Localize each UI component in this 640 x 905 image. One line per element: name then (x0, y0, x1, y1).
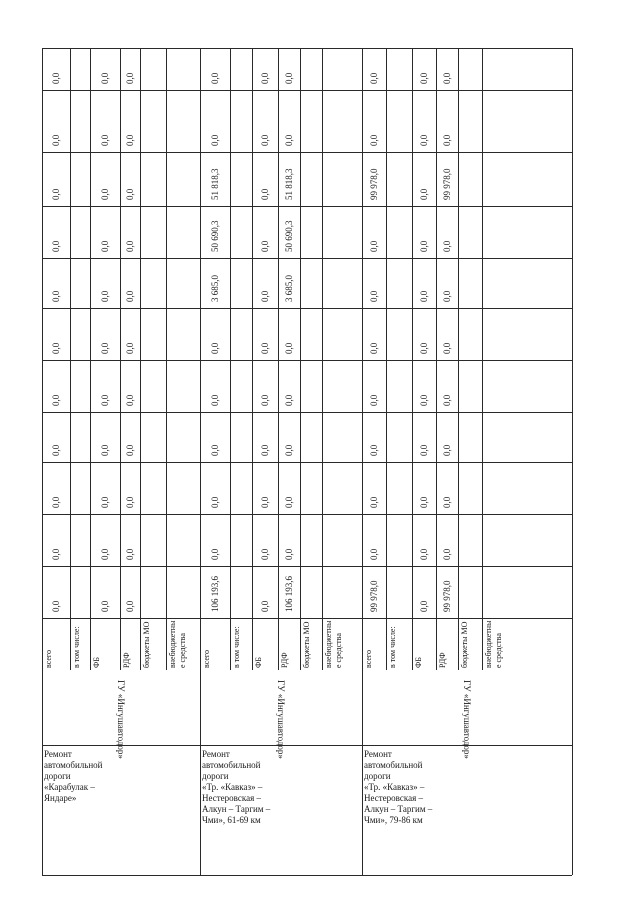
value-cell: 0,0 (125, 290, 135, 302)
row-label: РДФ (280, 652, 289, 668)
value-cell: 0,0 (51, 548, 61, 560)
grid-line-v (42, 48, 43, 875)
object-name-line: Чми», 61-69 км (202, 815, 261, 825)
grid-line-h (42, 514, 572, 515)
object-name-line: автомобильной (364, 760, 423, 770)
grid-line-h (42, 308, 572, 309)
value-cell: 0,0 (210, 444, 220, 456)
row-label: ФБ (254, 657, 263, 668)
value-cell: 0,0 (100, 548, 110, 560)
row-label: в том числе: (232, 626, 241, 668)
row-label: бюджеты МО (142, 621, 151, 668)
object-name-line: Яндаре» (44, 793, 77, 803)
object-name-line: Ремонт (44, 749, 72, 759)
value-cell: 0,0 (100, 290, 110, 302)
row-label: в том числе: (72, 626, 81, 668)
grid-line-v (322, 48, 323, 670)
object-name-line: дороги (44, 771, 71, 781)
value-cell: 0,0 (284, 134, 294, 146)
value-cell: 0,0 (260, 188, 270, 200)
value-cell: 0,0 (125, 444, 135, 456)
object-name-line: Чми», 79-86 км (364, 815, 423, 825)
value-cell: 0,0 (100, 188, 110, 200)
value-cell: 0,0 (51, 600, 61, 612)
value-cell: 0,0 (419, 496, 429, 508)
value-cell: 0,0 (260, 240, 270, 252)
grid-line-v (166, 48, 167, 670)
value-cell: 0,0 (100, 600, 110, 612)
value-cell: 0,0 (210, 548, 220, 560)
grid-line-v (572, 48, 573, 875)
value-cell: 0,0 (369, 290, 379, 302)
value-cell: 0,0 (369, 444, 379, 456)
row-label: всего (44, 649, 53, 668)
row-label: бюджеты МО (460, 621, 469, 668)
value-cell: 0,0 (51, 240, 61, 252)
object-name-line: автомобильной (44, 760, 103, 770)
row-label: внебюджетны е средства (324, 620, 343, 668)
executor-label: ГУ «Ингушавтодор» (462, 680, 472, 759)
value-cell: 0,0 (210, 134, 220, 146)
object-name-line: автомобильной (202, 760, 261, 770)
grid-line-v (120, 48, 121, 670)
value-cell: 0,0 (419, 240, 429, 252)
value-cell: 51 818,3 (284, 168, 294, 200)
value-cell: 0,0 (442, 72, 452, 84)
value-cell: 0,0 (125, 240, 135, 252)
value-cell: 50 690,3 (284, 220, 294, 252)
value-cell: 0,0 (125, 188, 135, 200)
value-cell: 0,0 (125, 548, 135, 560)
grid-line-h (42, 618, 572, 619)
grid-line-v (412, 48, 413, 670)
value-cell: 0,0 (442, 496, 452, 508)
value-cell: 0,0 (51, 72, 61, 84)
grid-line-v (278, 48, 279, 670)
grid-line-v (386, 48, 387, 670)
value-cell: 0,0 (51, 394, 61, 406)
value-cell: 0,0 (442, 548, 452, 560)
value-cell: 3 685,0 (210, 275, 220, 302)
row-label: бюджеты МО (302, 621, 311, 668)
grid-line-h (42, 360, 572, 361)
value-cell: 99 978,0 (369, 168, 379, 200)
value-cell: 0,0 (100, 444, 110, 456)
grid-line-h (42, 258, 572, 259)
value-cell: 0,0 (51, 444, 61, 456)
value-cell: 0,0 (100, 240, 110, 252)
row-label: всего (202, 649, 211, 668)
executor-label: ГУ «Ингушавтодор» (276, 680, 286, 759)
grid-line-h (42, 412, 572, 413)
value-cell: 50 690,3 (210, 220, 220, 252)
value-cell: 0,0 (442, 444, 452, 456)
row-label: внебюджетны е средства (484, 620, 503, 668)
object-name-line: «Тр. «Кавказ» – (202, 782, 263, 792)
value-cell: 3 685,0 (284, 275, 294, 302)
value-cell: 0,0 (210, 72, 220, 84)
value-cell: 0,0 (260, 444, 270, 456)
value-cell: 0,0 (125, 496, 135, 508)
value-cell: 0,0 (369, 496, 379, 508)
value-cell: 0,0 (210, 342, 220, 354)
row-label: РДФ (122, 652, 131, 668)
value-cell: 51 818,3 (210, 168, 220, 200)
value-cell: 0,0 (419, 600, 429, 612)
value-cell: 0,0 (369, 72, 379, 84)
object-name-line: Нестеровская – (202, 793, 261, 803)
value-cell: 0,0 (419, 548, 429, 560)
value-cell: 0,0 (284, 394, 294, 406)
object-name-line: Нестеровская – (364, 793, 423, 803)
object-name-line: Ремонт (202, 749, 230, 759)
value-cell: 0,0 (419, 134, 429, 146)
value-cell: 0,0 (51, 496, 61, 508)
grid-line-h (42, 152, 572, 153)
value-cell: 0,0 (260, 496, 270, 508)
value-cell: 0,0 (284, 342, 294, 354)
object-name (364, 749, 570, 826)
value-cell: 0,0 (284, 444, 294, 456)
value-cell: 0,0 (419, 342, 429, 354)
object-name-line: «Тр. «Кавказ» – (364, 782, 425, 792)
value-cell: 0,0 (284, 496, 294, 508)
row-label: внебюджетны е средства (168, 620, 187, 668)
grid-line-h (42, 462, 572, 463)
value-cell: 0,0 (419, 394, 429, 406)
object-name-line: дороги (364, 771, 391, 781)
value-cell: 99 978,0 (442, 168, 452, 200)
value-cell: 0,0 (442, 134, 452, 146)
value-cell: 0,0 (100, 394, 110, 406)
value-cell: 0,0 (442, 240, 452, 252)
value-cell: 0,0 (369, 548, 379, 560)
value-cell: 0,0 (442, 342, 452, 354)
value-cell: 0,0 (51, 342, 61, 354)
grid-line-h (42, 90, 572, 91)
value-cell: 106 193,6 (210, 576, 220, 612)
grid-line-v (252, 48, 253, 670)
value-cell: 0,0 (100, 342, 110, 354)
value-cell: 0,0 (419, 290, 429, 302)
object-name-line: «Карабулак – (44, 782, 95, 792)
value-cell: 0,0 (369, 134, 379, 146)
value-cell: 0,0 (125, 72, 135, 84)
value-cell: 0,0 (100, 72, 110, 84)
object-name (202, 749, 360, 826)
value-cell: 0,0 (260, 342, 270, 354)
value-cell: 0,0 (419, 72, 429, 84)
value-cell: 0,0 (125, 394, 135, 406)
grid-line-v (230, 48, 231, 670)
value-cell: 0,0 (210, 394, 220, 406)
grid-line-v (70, 48, 71, 670)
value-cell: 0,0 (284, 72, 294, 84)
value-cell: 0,0 (369, 342, 379, 354)
row-label: в том числе: (388, 626, 397, 668)
object-name-line: Алкун – Таргим – (202, 804, 271, 814)
row-label: РДФ (438, 652, 447, 668)
grid-line-h (42, 48, 572, 49)
grid-line-v (458, 48, 459, 670)
grid-line-v (200, 48, 201, 875)
value-cell: 0,0 (442, 290, 452, 302)
value-cell: 0,0 (419, 444, 429, 456)
grid-line-h (42, 566, 572, 567)
value-cell: 0,0 (210, 496, 220, 508)
executor-label: ГУ «Ингушавтодор» (116, 680, 126, 759)
value-cell: 0,0 (260, 600, 270, 612)
grid-line-v (300, 48, 301, 670)
value-cell: 0,0 (260, 134, 270, 146)
row-label: ФБ (414, 657, 423, 668)
value-cell: 0,0 (100, 134, 110, 146)
value-cell: 0,0 (260, 548, 270, 560)
value-cell: 0,0 (125, 134, 135, 146)
value-cell: 0,0 (100, 496, 110, 508)
value-cell: 0,0 (125, 600, 135, 612)
grid-line-h (42, 206, 572, 207)
grid-line-v (482, 48, 483, 670)
value-cell: 106 193,6 (284, 576, 294, 612)
value-cell: 0,0 (260, 72, 270, 84)
grid-line-h (42, 875, 572, 876)
grid-line-v (436, 48, 437, 670)
value-cell: 99 978,0 (369, 580, 379, 612)
value-cell: 0,0 (284, 548, 294, 560)
object-name-line: Алкун – Таргим – (364, 804, 433, 814)
value-cell: 99 978,0 (442, 580, 452, 612)
value-cell: 0,0 (442, 394, 452, 406)
grid-line-v (140, 48, 141, 670)
value-cell: 0,0 (419, 188, 429, 200)
row-label: ФБ (92, 657, 101, 668)
value-cell: 0,0 (260, 290, 270, 302)
value-cell: 0,0 (260, 394, 270, 406)
value-cell: 0,0 (369, 240, 379, 252)
row-label: всего (364, 649, 373, 668)
value-cell: 0,0 (125, 342, 135, 354)
value-cell: 0,0 (51, 134, 61, 146)
object-name-line: Ремонт (364, 749, 392, 759)
object-name-line: дороги (202, 771, 229, 781)
grid-line-v (90, 48, 91, 670)
value-cell: 0,0 (369, 394, 379, 406)
grid-line-v (362, 48, 363, 875)
value-cell: 0,0 (51, 290, 61, 302)
value-cell: 0,0 (51, 188, 61, 200)
